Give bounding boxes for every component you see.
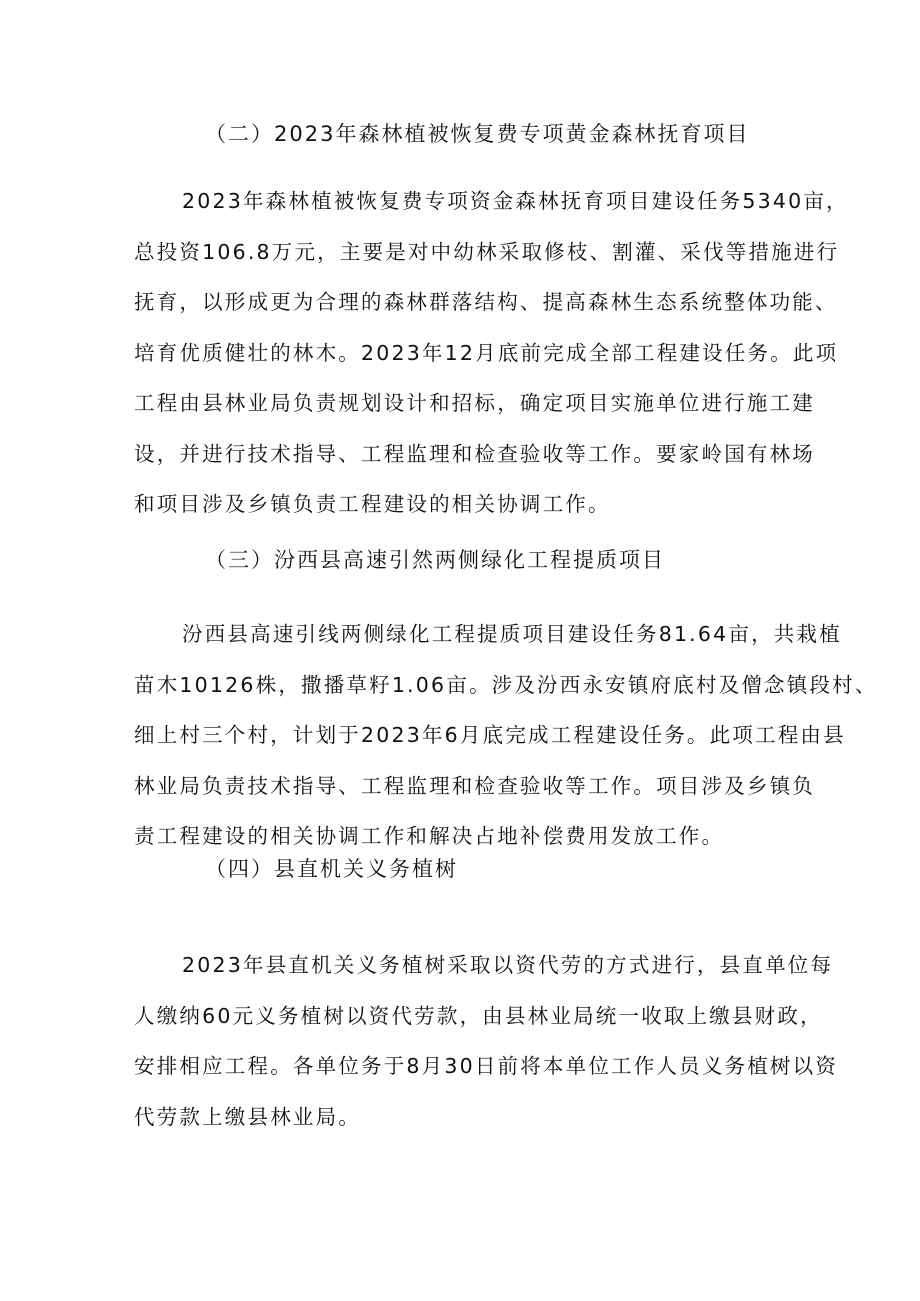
paragraph-line: 代劳款上缴县林业局。	[134, 1104, 361, 1129]
paragraph-line: 总投资106.8万元，主要是对中幼林采取修枝、割灌、采伐等措施进行	[134, 239, 840, 264]
section-paragraph	[134, 176, 849, 530]
section-paragraph	[134, 609, 878, 862]
paragraph-line: 2023年县直机关义务植树采取以资代劳的方式进行，县直单位每	[182, 953, 834, 977]
section-heading: （三）汾西县高速引然两侧绿化工程提质项目	[205, 548, 665, 572]
paragraph-line: 安排相应工程。各单位务于8月30日前将本单位工作人员义务植树以资	[134, 1054, 839, 1078]
section-heading: （二）2023年森林植被恢复费专项黄金森林抚育项目	[205, 122, 750, 146]
paragraph-line: 工程由县林业局负责规划设计和招标，确定项目实施单位进行施工建	[134, 391, 815, 415]
paragraph-line: 设，并进行技术指导、工程监理和检查验收等工作。要家岭国有林场	[134, 441, 815, 466]
paragraph-line: 林业局负责技术指导、工程监理和检查验收等工作。项目涉及乡镇负	[134, 773, 815, 798]
section-heading: （四）县直机关义务植树	[205, 857, 458, 881]
paragraph-line: 抚育，以形成更为合理的森林群落结构、提高森林生态系统整体功能、	[134, 290, 838, 314]
paragraph-line: 2023年森林植被恢复费专项资金森林抚育项目建设任务5340亩，	[182, 189, 849, 213]
section-paragraph	[134, 940, 839, 1142]
paragraph-line: 苗木10126株，撒播草籽1.06亩。涉及汾西永安镇府底村及僧念镇段村、	[134, 672, 878, 697]
paragraph-line: 和项目涉及乡镇负责工程建设的相关协调工作。	[134, 492, 611, 516]
paragraph-line: 人缴纳60元义务植树以资代劳款，由县林业局统一收取上缴县财政，	[134, 1003, 823, 1028]
paragraph-line: 细上村三个村，计划于2023年6月底完成工程建设任务。此项工程由县	[134, 723, 846, 747]
paragraph-line: 责工程建设的相关协调工作和解决占地补偿费用发放工作。	[134, 824, 725, 848]
paragraph-line: 汾西县高速引线两侧绿化工程提质项目建设任务81.64亩，共栽植	[182, 622, 842, 646]
paragraph-line: 培育优质健壮的林木。2023年12月底前完成全部工程建设任务。此项	[134, 340, 839, 365]
